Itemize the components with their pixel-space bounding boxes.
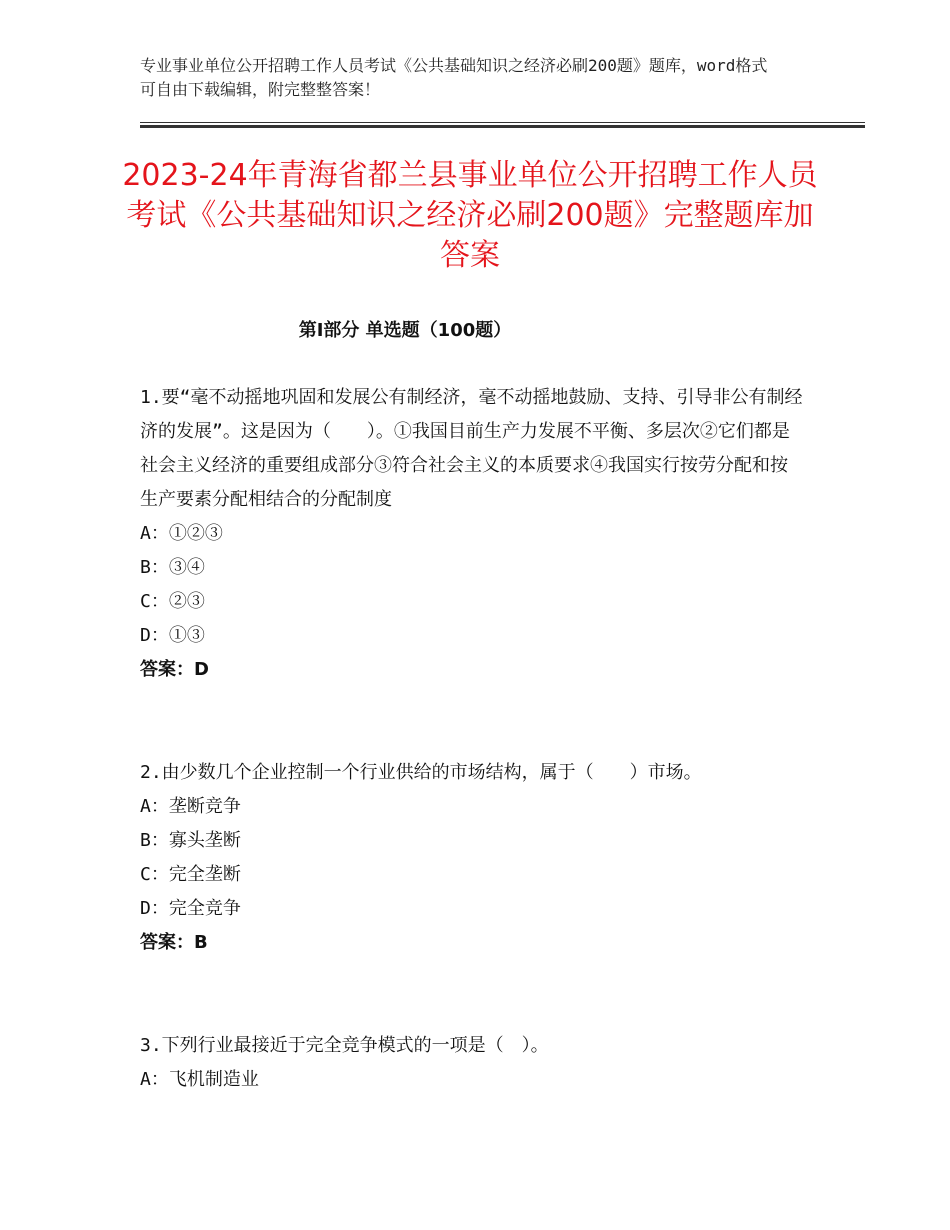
question-2 xyxy=(140,756,805,960)
question-stem: 1.要“毫不动摇地巩固和发展公有制经济，毫不动摇地鼓励、支持、引导非公有制经济的发展”。这是因为（ ）。①我国目前生产力发展不平衡、多层次②它们都是社会主义经济的重要组成部分③符合社会主义的本质要求④我国实行按劳分配和按生产要素分配相结合的分配制度 xyxy=(140,387,803,510)
option-a: A：①②③ xyxy=(140,523,223,544)
answer: 答案：B xyxy=(140,932,208,953)
option-d: D：①③ xyxy=(140,625,205,646)
question-stem: 3.下列行业最接近于完全竞争模式的一项是（ ）。 xyxy=(140,1035,549,1056)
option-c: C：完全垄断 xyxy=(140,864,241,885)
question-stem: 2.由少数几个企业控制一个行业供给的市场结构，属于（ ）市场。 xyxy=(140,762,702,783)
option-b: B：寡头垄断 xyxy=(140,830,241,851)
question-1 xyxy=(140,381,805,687)
answer: 答案：D xyxy=(140,659,209,680)
header-divider-thin xyxy=(140,122,865,123)
option-a: A：垄断竞争 xyxy=(140,796,241,817)
document-title: 2023-24年青海省都兰县事业单位公开招聘工作人员考试《公共基础知识之经济必刷200题》完整题库加答案 xyxy=(122,158,818,273)
option-d: D：完全竞争 xyxy=(140,898,241,919)
question-3 xyxy=(140,1029,805,1097)
option-a: A：飞机制造业 xyxy=(140,1069,259,1090)
option-c: C：②③ xyxy=(140,591,205,612)
header-divider-thick xyxy=(140,125,865,128)
header-note: 专业事业单位公开招聘工作人员考试《公共基础知识之经济必刷200题》题库，word格式可自由下载编辑，附完整整答案！ xyxy=(140,56,768,99)
section-title: 第Ⅰ部分 单选题（100题） xyxy=(298,320,512,341)
option-b: B：③④ xyxy=(140,557,205,578)
